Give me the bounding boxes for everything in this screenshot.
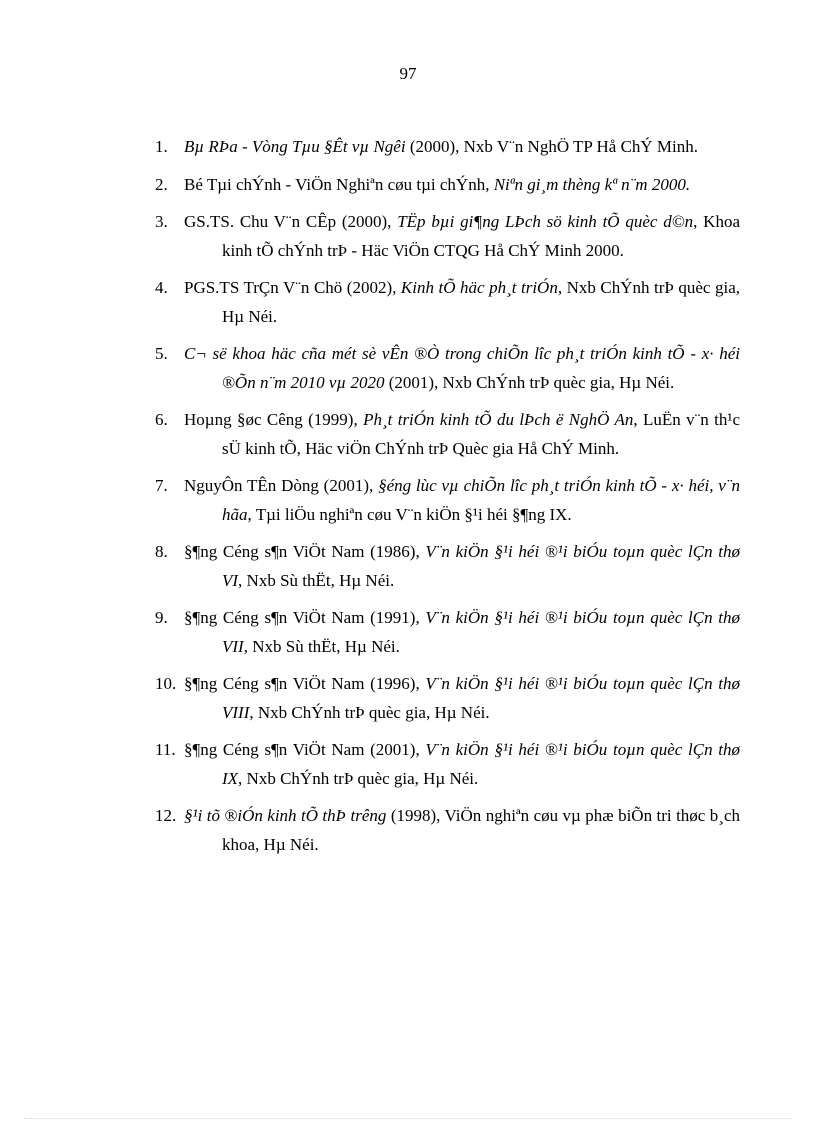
reference-text: (2001), Nxb ChÝnh trÞ quèc gia, Hµ Néi. — [384, 372, 675, 392]
reference-item — [155, 670, 740, 727]
reference-item — [155, 340, 740, 397]
reference-text: , Nxb ChÝnh trÞ quèc gia, Hµ Néi. — [222, 278, 741, 326]
reference-number: 7. — [155, 476, 168, 495]
reference-title: §éng lùc vµ chiÕn lîc ph¸t triÓn kinh tÕ - x· héi, v¨n hãa — [222, 476, 740, 524]
reference-title: Bµ RÞa - Vòng Tµu §Êt vµ Ngêi — [184, 137, 406, 156]
reference-text: , Nxb ChÝnh trÞ quèc gia, Hµ Néi. — [249, 702, 490, 722]
reference-title: V¨n kiÖn §¹i héi ®¹i biÓu toµn quèc lÇn thø VI — [222, 542, 740, 590]
reference-text: , Nxb Sù thËt, Hµ Néi. — [238, 570, 395, 590]
reference-text: , LuËn v¨n th¹c sÜ kinh tÕ, Häc viÖn ChÝnh trÞ Quèc gia Hå ChÝ Minh. — [222, 410, 741, 458]
reference-title: Ph¸t triÓn kinh tÕ du lÞch ë NghÖ An — [363, 410, 634, 429]
reference-text: §¶ng Céng s¶n ViÖt Nam (1986), — [184, 542, 426, 561]
reference-title: Kinh tÕ häc ph¸t triÓn — [400, 278, 558, 297]
reference-number: 2. — [155, 174, 168, 194]
reference-text: Bé Tµi chÝnh - ViÖn Nghiªn cøu tµi chÝnh, — [184, 174, 494, 194]
reference-title: V¨n kiÖn §¹i héi ®¹i biÓu toµn quèc lÇn thø VIII — [222, 674, 740, 722]
page-bottom-divider — [24, 1118, 792, 1119]
reference-number: 9. — [155, 608, 168, 627]
reference-title: C¬ së khoa häc cña mét sè vÊn ®Ò trong chiÕn lîc ph¸t triÓn kinh tÕ - x· héi ®Õn n¨m 2010 vµ 2020 — [184, 344, 740, 392]
reference-text: , Khoa kinh tÕ chÝnh trÞ - Häc ViÖn CTQG Hå ChÝ Minh 2000. — [222, 212, 740, 260]
reference-number: 6. — [155, 410, 168, 429]
reference-number: 11. — [155, 740, 176, 759]
reference-text: Hoµng §øc Cêng (1999), — [184, 410, 364, 429]
reference-item — [155, 604, 740, 661]
reference-item — [155, 472, 740, 529]
reference-text: §¶ng Céng s¶n ViÖt Nam (1991), — [184, 608, 426, 627]
reference-number: 12. — [155, 806, 177, 825]
reference-item — [155, 538, 740, 595]
reference-list — [155, 133, 740, 868]
reference-number: 1. — [155, 137, 168, 156]
reference-number: 8. — [155, 542, 168, 561]
reference-item — [155, 208, 740, 265]
reference-title: §¹i tõ ®iÓn kinh tÕ thÞ trêng — [184, 806, 387, 825]
reference-title: V¨n kiÖn §¹i héi ®¹i biÓu toµn quèc lÇn thø VII — [222, 608, 740, 656]
reference-text: (1998), ViÖn nghiªn cøu vµ phæ biÕn tri thøc b¸ch khoa, Hµ Néi. — [222, 806, 740, 854]
reference-number: 5. — [155, 344, 168, 363]
reference-text: §¶ng Céng s¶n ViÖt Nam (1996), — [184, 674, 426, 693]
reference-text: (2000), Nxb V¨n NghÖ TP Hå ChÝ Minh. — [405, 137, 699, 156]
reference-text: PGS.TS TrÇn V¨n Chö (2002), — [184, 278, 401, 297]
reference-item — [155, 133, 740, 162]
reference-item — [155, 274, 740, 331]
reference-text: GS.TS. Chu V¨n CÊp (2000), — [184, 212, 398, 231]
reference-title: TËp bµi gi¶ng LÞch sö kinh tÕ quèc d©n — [397, 212, 694, 231]
page-number: 97 — [399, 64, 417, 83]
reference-item — [155, 171, 740, 200]
reference-number: 3. — [155, 212, 168, 231]
reference-text: NguyÔn TÊn Dòng (2001), — [184, 476, 379, 495]
reference-text: §¶ng Céng s¶n ViÖt Nam (2001), — [184, 740, 426, 759]
reference-item — [155, 406, 740, 463]
reference-text: , Nxb Sù thËt, Hµ Néi. — [243, 636, 400, 656]
reference-text: , Nxb ChÝnh trÞ quèc gia, Hµ Néi. — [238, 768, 479, 788]
reference-item — [155, 736, 740, 793]
reference-title: Niªn gi¸m thèng kª n¨m 2000. — [493, 174, 691, 194]
reference-text: , Tµi liÖu nghiªn cøu V¨n kiÖn §¹i héi §¶ng IX. — [247, 504, 572, 524]
reference-number: 4. — [155, 278, 168, 297]
reference-number: 10. — [155, 674, 177, 693]
reference-title: V¨n kiÖn §¹i héi ®¹i biÓu toµn quèc lÇn thø IX — [222, 740, 740, 788]
reference-item — [155, 802, 740, 859]
